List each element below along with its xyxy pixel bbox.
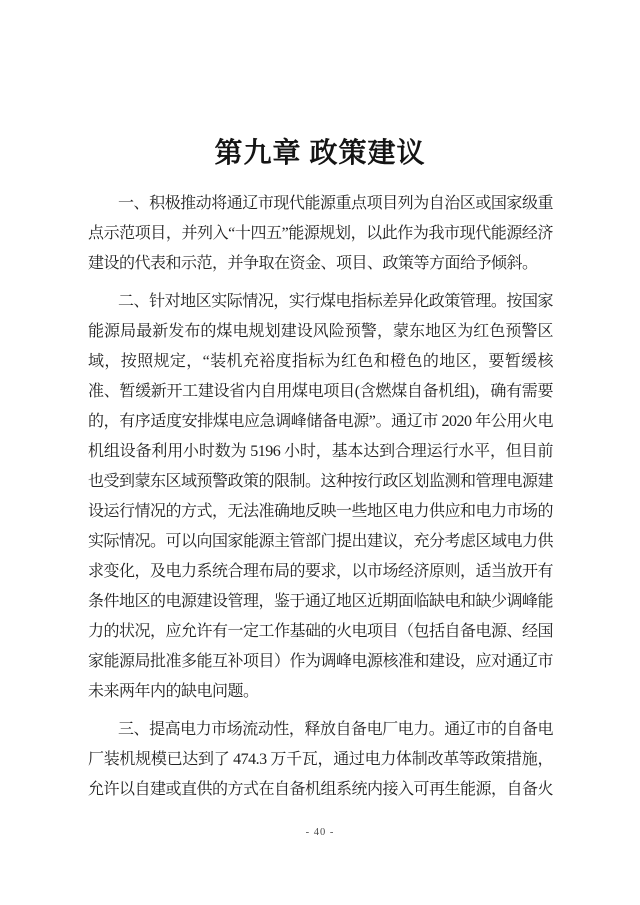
- paragraph-1: 一、积极推动将通辽市现代能源重点项目列为自治区或国家级重点示范项目，并列入“十四五”能源规划，以此作为我市现代能源经济建设的代表和示范，并争取在资金、项目、政策等方面给予倾斜。: [88, 195, 553, 272]
- document-body: [88, 189, 553, 805]
- chapter-title: 第九章 政策建议: [214, 138, 426, 169]
- paragraph-2: 二、针对地区实际情况，实行煤电指标差异化政策管理。按国家能源局最新发布的煤电规划建设风险预警，蒙东地区为红色预警区域，按照规定，“装机充裕度指标为红色和橙色的地区，要暂缓核准、暂缓新开工建设省内自用煤电项目(含燃煤自备机组)，确有需要的，有序适度安排煤电应急调峰储备电源”。通辽市 2020 年公用火电机组设备利用小时数为 5196 小时，基本达到合理运行水平，但目前也受到蒙东区域预警政策的限制。这种按行政区划监测和管理电源建设运行情况的方式，无法准确地反映一些地区电力供应和电力市场的实际情况。可以向国家能源主管部门提出建议，充分考虑区域电力供求变化，及电力系统合理布局的要求，以市场经济原则，适当放开有条件地区的电源建设管理，鉴于通辽地区近期面临缺电和缺少调峰能力的状况，应允许有一定工作基础的火电项目（包括自备电源、经国家能源局批准多能互补项目）作为调峰电源核准和建设，应对通辽市未来两年内的缺电问题。: [88, 293, 554, 700]
- page-number: - 40 -: [305, 827, 335, 838]
- paragraph-3: 三、提高电力市场流动性，释放自备电厂电力。通辽市的自备电厂装机规模已达到了 474.3 万千瓦，通过电力体制改革等政策措施，允许以自建或直供的方式在自备机组系统内接入可再生能源，自备火: [88, 721, 554, 798]
